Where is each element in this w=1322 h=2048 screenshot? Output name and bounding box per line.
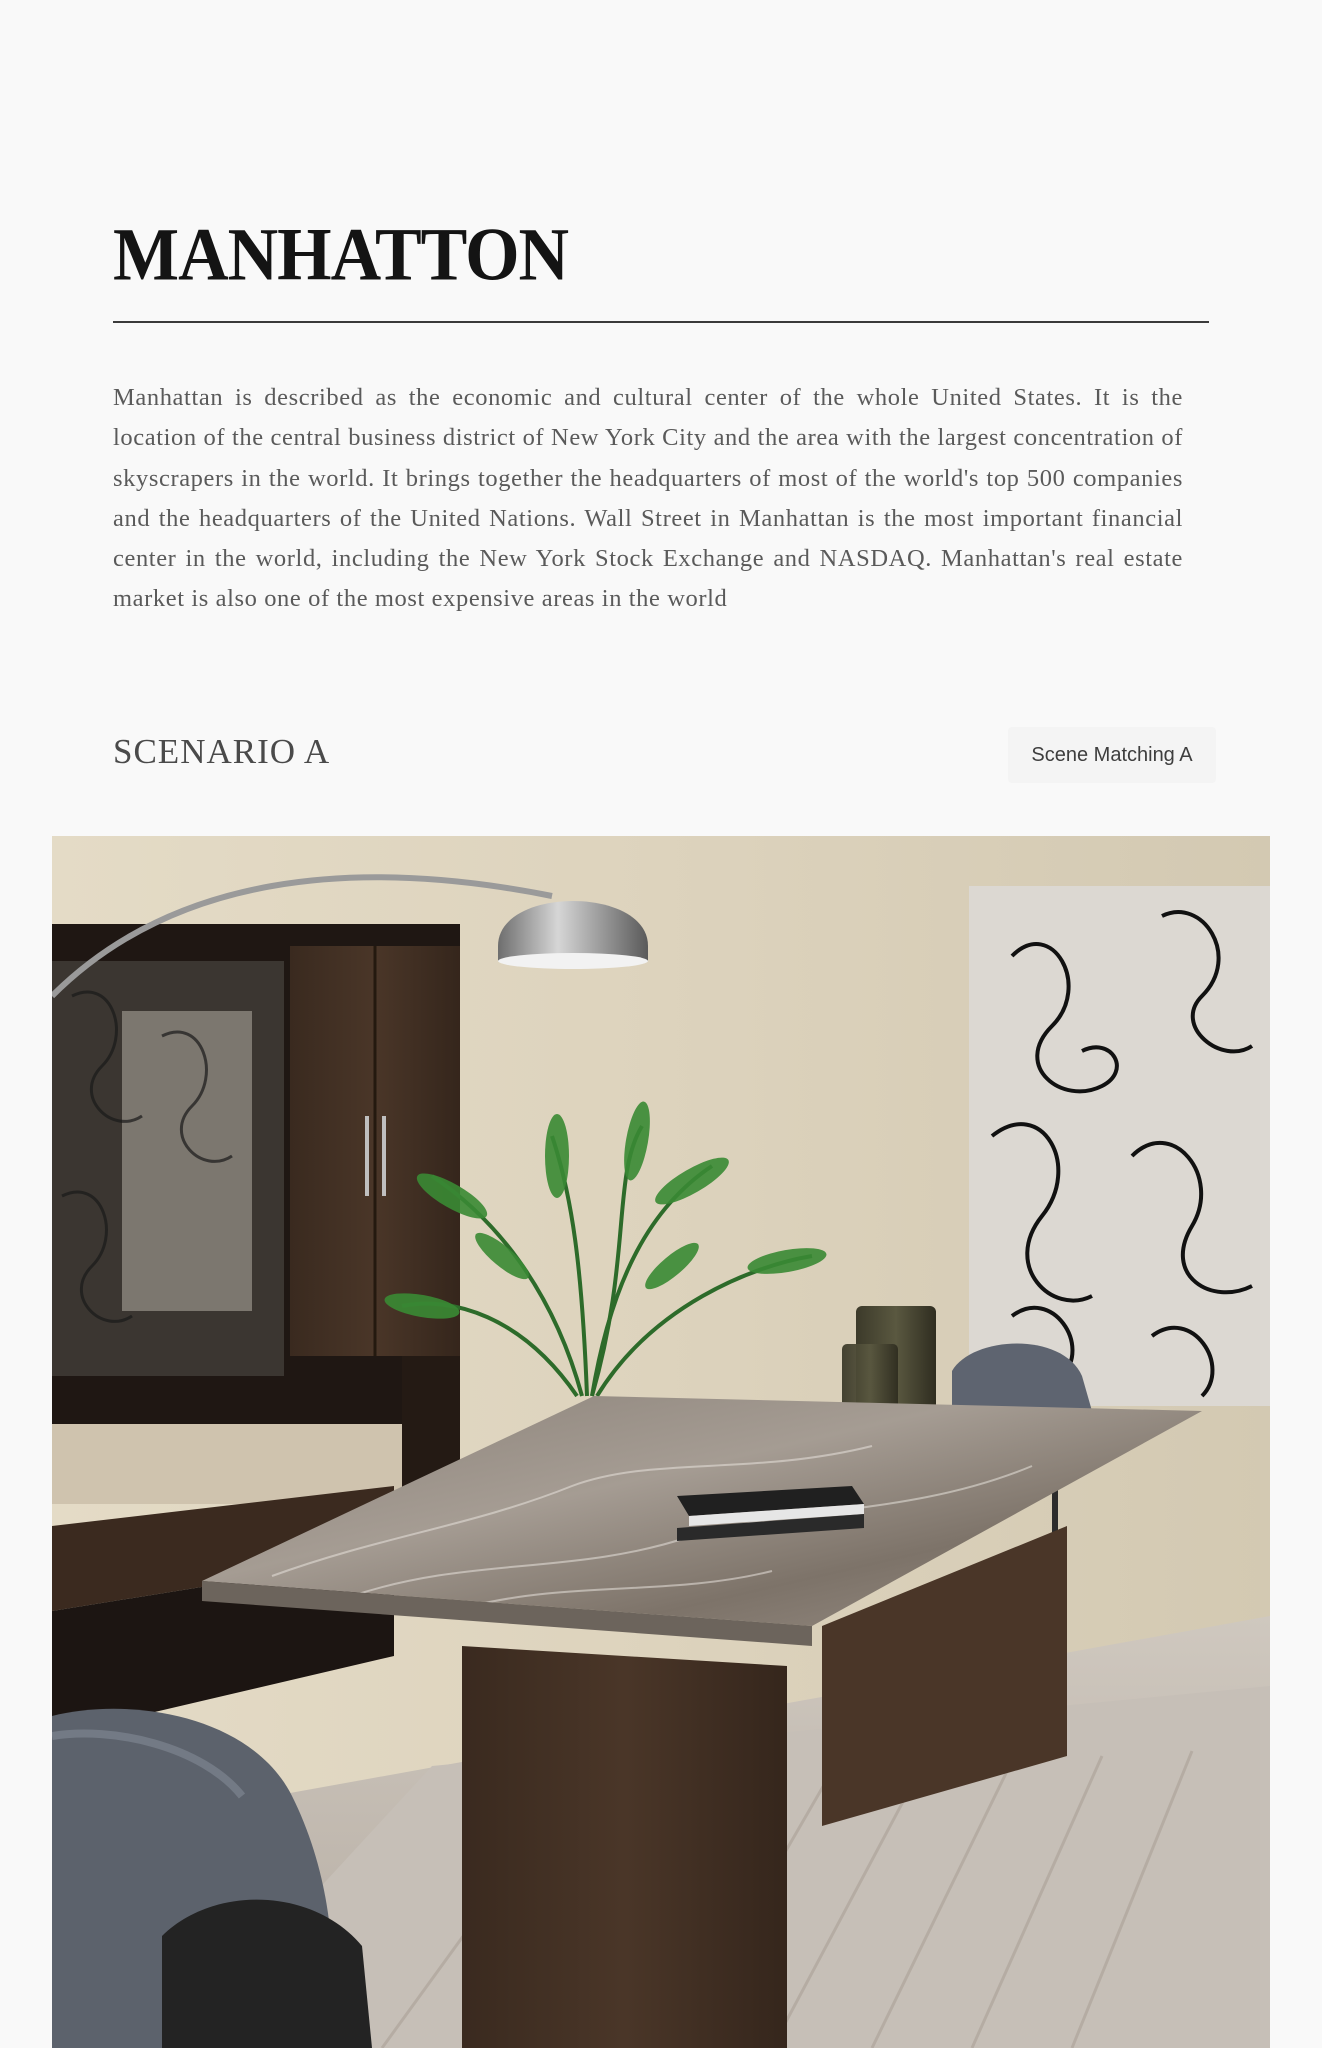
intro-paragraph: Manhattan is described as the economic and cultural center of the whole United States. It is the location of the central business district of New York City and the area with the largest concentration of skyscrapers in the world. It brings together the headquarters of most of the world's top 500 companies and the headquarters of the United Nations. Wall Street in Manhattan is the most important financial center in the world, including the New York Stock Exchange and NASDAQ. Manhattan's real estate market is also one of the most expensive areas in the world [113, 384, 1183, 613]
title-divider [113, 321, 1209, 323]
scene-matching-button[interactable]: Scene Matching A [1008, 727, 1216, 783]
page-title: MANHATTON [113, 213, 569, 297]
scenario-title: SCENARIO A [113, 732, 331, 771]
scene-photo [52, 836, 1270, 2048]
